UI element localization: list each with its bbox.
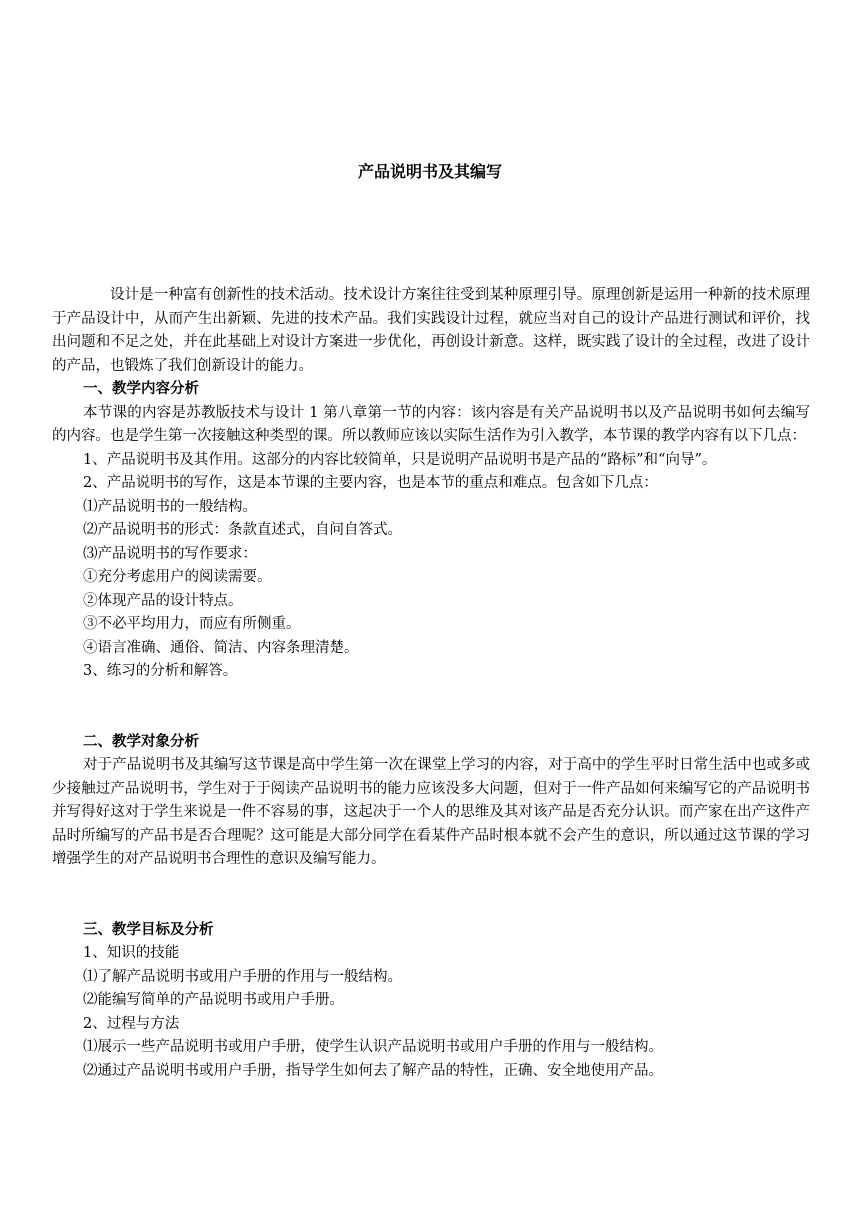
intro-paragraph: 设计是一种富有创新性的技术活动。技术设计方案往往受到某种原理引导。原理创新是运用一种新的技术原理于产品设计中，从而产生出新颖、先进的技术产品。我们实践设计过程，就应当对自己的设计产品进行测试和评价，找出问题和不足之处，并在此基础上对设计方案进一步优化，再创设计新意。这样，既实践了设计的全过程，改进了设计的产品，也锻炼了我们创新设计的能力。 [52,287,810,374]
section1-paragraph: 本节课的内容是苏教版技术与设计 1 第八章第一节的内容：该内容是有关产品说明书以及产品说明书如何去编写的内容。也是学生第一次接触这种类型的课。所以教师应该以实际生活作为引入教学，本节课的教学内容有以下几点： [52,404,810,444]
section1-requirement-3: ③不必平均用力，而应有所侧重。 [83,616,301,632]
section1-requirement-1: ①充分考虑用户的阅读需要。 [83,569,272,585]
section1-requirement-4: ④语言准确、通俗、简洁、内容条理清楚。 [83,639,359,656]
document-title: 产品说明书及其编写 [357,162,502,181]
section1-sub-3: ⑶产品说明书的写作要求： [83,545,257,562]
section-spacer [52,684,810,731]
section3-sub-2: ⑵能编写简单的产品说明书或用户手册。 [83,992,344,1008]
section1-sub-1: ⑴产品说明书的一般结构。 [83,498,257,515]
section2-paragraph: 对于产品说明书及其编写这节课是高中学生第一次在课堂上学习的内容，对于高中的学生平时日常生活中也或多或少接触过产品说明书，学生对于于阅读产品说明书的能力应该没多大问题，但对于一件产品如何来编写它的产品说明书并写得好这对于学生来说是一件不容易的事，这起决于一个人的思维及其对该产品是否充分认识。而产家在出产这件产品时所编写的产品书是否合理呢？这可能是大部分同学在看某件产品时根本就不会产生的意识，所以通过这节课的学习增强学生的对产品说明书合理性的意识及编写能力。 [52,757,810,867]
section3-item-2: 2、过程与方法 [83,1015,180,1032]
section3-heading: 三、教学目标及分析 [83,921,214,938]
section1-sub-2: ⑵产品说明书的形式：条款直述式，自问自答式。 [83,522,402,538]
section3-sub-1: ⑴了解产品说明书或用户手册的作用与一般结构。 [83,968,402,985]
section3-sub-4: ⑵通过产品说明书或用户手册，指导学生如何去了解产品的特性，正确、安全地使用产品。 [83,1062,663,1079]
section2-heading: 二、教学对象分析 [83,733,199,750]
section1-requirement-2: ②体现产品的设计特点。 [83,592,243,609]
section3-item-1: 1、知识的技能 [83,945,180,961]
section1-item-3: 3、练习的分析和解答。 [83,663,238,679]
section1-item-2: 2、产品说明书的写作，这是本节课的主要内容，也是本节的重点和难点。包含如下几点： [83,475,658,491]
section3-sub-3: ⑴展示一些产品说明书或用户手册，使学生认识产品说明书或用户手册的作用与一般结构。 [83,1039,663,1055]
section1-heading: 一、教学内容分析 [83,381,199,397]
section-spacer [52,872,810,919]
document-body [52,284,810,1083]
section1-item-1: 1、产品说明书及其作用。这部分的内容比较简单，只是说明产品说明书是产品的“路标”和“向导”。 [83,451,717,468]
